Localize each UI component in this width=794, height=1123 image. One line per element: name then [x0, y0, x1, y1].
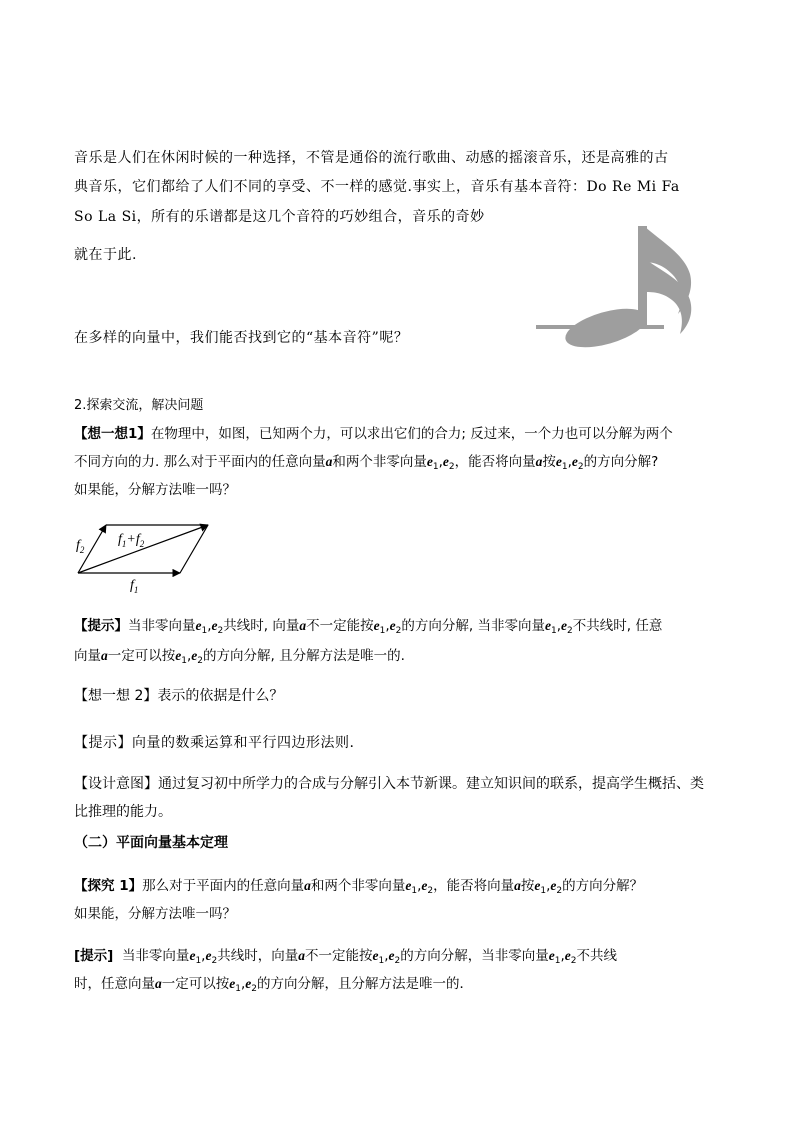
vector-a: a [304, 878, 311, 893]
hint1-text: 一定可以按 [107, 648, 176, 664]
think1-text-a: 在物理中，如图，已知两个力，可以求出它们的合力; 反过来，一个力也可以分解为两个 [150, 426, 673, 442]
think1-line-2 [74, 452, 658, 477]
explore1-line-2: 如果能，分解方法唯一吗？ [74, 906, 236, 922]
think1-text-b3: ，能否将向量 [454, 454, 536, 470]
comma: , [186, 648, 192, 664]
vector-e2: e [211, 618, 218, 633]
sub-2: 2 [197, 656, 204, 666]
vector-a: a [299, 618, 307, 633]
sub-2: 2 [394, 956, 401, 966]
think2-line [74, 686, 283, 706]
comma: , [207, 618, 212, 634]
intro-line-4: 就在于此. [74, 247, 137, 263]
sub-1: 1 [432, 462, 439, 472]
sub-2: 2 [567, 626, 573, 636]
hint1-text: 当非零向量 [128, 618, 196, 634]
music-note-image [534, 222, 704, 352]
hint2-line [74, 733, 354, 753]
vector-e1: e [229, 976, 236, 991]
comma: , [417, 878, 422, 894]
sub-1: 1 [378, 956, 385, 966]
comma: , [384, 948, 389, 964]
vector-e2: e [564, 948, 571, 963]
vector-e2: e [550, 878, 557, 893]
vector-a: a [155, 976, 162, 991]
design-line-2: 比推理的能力。 [74, 804, 172, 820]
hint1-text: 的方向分解, 当非零向量 [401, 618, 545, 634]
sub-2: 2 [570, 956, 577, 966]
hint3-tag: [提示] [74, 948, 114, 964]
sub-2: 2 [556, 886, 563, 896]
section-2-title: 2.探索交流，解决问题 [74, 398, 204, 413]
vector-e2: e [442, 454, 449, 469]
sub-1: 1 [540, 886, 547, 896]
sub-2: 2 [217, 626, 224, 636]
vector-e1: e [175, 648, 182, 663]
vector-e1: e [189, 948, 196, 963]
vector-e1: e [405, 878, 412, 893]
sub-1: 1 [379, 626, 386, 636]
vector-e1: e [373, 618, 380, 633]
vector-e2: e [191, 648, 198, 663]
think1-text-b5: 的方向分解? [583, 454, 659, 470]
comma: , [201, 948, 206, 964]
vector-e2: e [421, 878, 428, 893]
sub-2: 2 [211, 956, 218, 966]
hint2-text: 向量的数乘运算和平行四边形法则. [132, 735, 355, 751]
intro-line-3: So La Si，所有的乐谱都是这几个音符的巧妙组合，音乐的奇妙 [74, 209, 485, 225]
design-text: 通过复习初中所学力的合成与分解引入本节新课。建立知识间的联系，提高学生概括、类 [158, 776, 704, 792]
explore1-text: 的方向分解？ [562, 878, 644, 894]
vector-e2: e [561, 618, 567, 633]
hint1-text: 向量 [74, 648, 101, 664]
think2-text: 表示的依据是什么？ [157, 688, 284, 704]
hint1-text: 不共线时, 任意 [572, 618, 663, 634]
vector-e1: e [548, 948, 555, 963]
vector-e2: e [388, 948, 395, 963]
hint3-text: 的方向分解，且分解方法是唯一的． [257, 976, 474, 992]
sub-2: 2 [427, 886, 434, 896]
vector-a: a [325, 454, 333, 469]
label-f1: $f_1$ [130, 578, 139, 595]
sub-1: 1 [550, 626, 557, 636]
vector-e1: e [195, 618, 202, 633]
vector-e2: e [389, 618, 396, 633]
hint1-line-1 [74, 616, 662, 641]
think1-tag: 【想一想1】 [74, 426, 151, 442]
theorem-heading: （二）平面向量基本定理 [74, 835, 228, 851]
comma: , [385, 618, 390, 634]
sub-2: 2 [395, 626, 402, 636]
hint1-line-2 [74, 646, 405, 671]
think1-text-b2: 和两个非零向量 [332, 454, 427, 470]
explore1-text: ，能否将向量 [433, 878, 515, 894]
comma: , [556, 618, 561, 634]
design-line-1 [74, 774, 704, 794]
hint1-text: 不一定能按 [306, 618, 374, 634]
force-parallelogram-figure [70, 515, 220, 599]
hint3-text: 的方向分解，当非零向量 [400, 948, 549, 964]
comma: , [438, 454, 443, 470]
sub-1: 1 [554, 956, 561, 966]
hint3-text: 不一定能按 [304, 948, 373, 964]
comma: , [240, 976, 246, 992]
hint3-text: 不共线 [576, 948, 617, 964]
sub-1: 1 [411, 886, 418, 896]
hint1-text: 共线时, 向量 [223, 618, 300, 634]
label-f2: $f_2$ [76, 538, 85, 555]
hint1-text: 的方向分解, 且分解方法是唯一的. [203, 648, 405, 664]
intro-line-1: 音乐是人们在休闲时候的一种选择，不管是通俗的流行歌曲、动感的摇滚音乐，还是高雅的古 [74, 150, 669, 166]
vector-e1: e [426, 454, 433, 469]
vector-e2: e [245, 976, 252, 991]
think1-text-b1: 不同方向的力. 那么对于平面内的任意向量 [74, 454, 326, 470]
vector-a: a [514, 878, 521, 893]
note-head [561, 301, 651, 352]
hint2-tag: 【提示】 [74, 735, 132, 751]
think1-line-3: 如果能，分解方法唯一吗？ [74, 482, 236, 498]
sub-2: 2 [577, 462, 584, 472]
sub-1: 1 [561, 462, 568, 472]
think1-line-1 [74, 424, 673, 444]
comma: , [560, 948, 565, 964]
parallelogram-right-edge [180, 525, 208, 573]
vector-e2: e [571, 454, 578, 469]
vector-e1: e [555, 454, 562, 469]
vector-e1: e [544, 618, 551, 633]
explore1-text: 和两个非零向量 [310, 878, 406, 894]
sub-2: 2 [448, 462, 455, 472]
explore1-text: 按 [520, 878, 535, 894]
hint3-text: 共线时，向量 [217, 948, 299, 964]
intro-line-2: 典音乐，它们都给了人们不同的享受、不一样的感觉.事实上，音乐有基本音符：Do Re Mi Fa [74, 179, 680, 195]
vector-a: a [101, 648, 108, 663]
explore1-tag: 【探究 1】 [74, 878, 143, 894]
hint3-text: 时，任意向量 [74, 976, 155, 992]
explore1-text: 那么对于平面内的任意向量 [142, 878, 305, 894]
vector-a: a [298, 948, 305, 963]
think2-tag: 【想一想 2】 [74, 688, 158, 704]
vector-a: a [535, 454, 543, 469]
sub-2: 2 [251, 984, 258, 994]
sub-1: 1 [201, 626, 208, 636]
hint3-line-2 [74, 974, 473, 999]
hint1-tag: 【提示】 [74, 618, 128, 634]
sub-1: 1 [195, 956, 202, 966]
comma: , [567, 454, 572, 470]
hint3-line-1 [74, 946, 617, 971]
hint3-text: 一定可以按 [161, 976, 230, 992]
label-f1-plus-f2: $f_1+f_2$ [118, 532, 145, 549]
sub-1: 1 [181, 656, 187, 666]
design-tag: 【设计意图】 [74, 776, 158, 792]
sub-1: 1 [235, 984, 241, 994]
intro-question: 在多样的向量中，我们能否找到它的“基本音符”呢？ [74, 330, 409, 346]
hint3-text: 当非零向量 [121, 948, 190, 964]
comma: , [546, 878, 551, 894]
vector-e1: e [534, 878, 541, 893]
resultant-vector-arrow [78, 525, 208, 573]
think1-text-b4: 按 [542, 454, 556, 470]
vector-e2: e [205, 948, 212, 963]
explore1-line-1 [74, 876, 643, 901]
vector-e1: e [372, 948, 379, 963]
